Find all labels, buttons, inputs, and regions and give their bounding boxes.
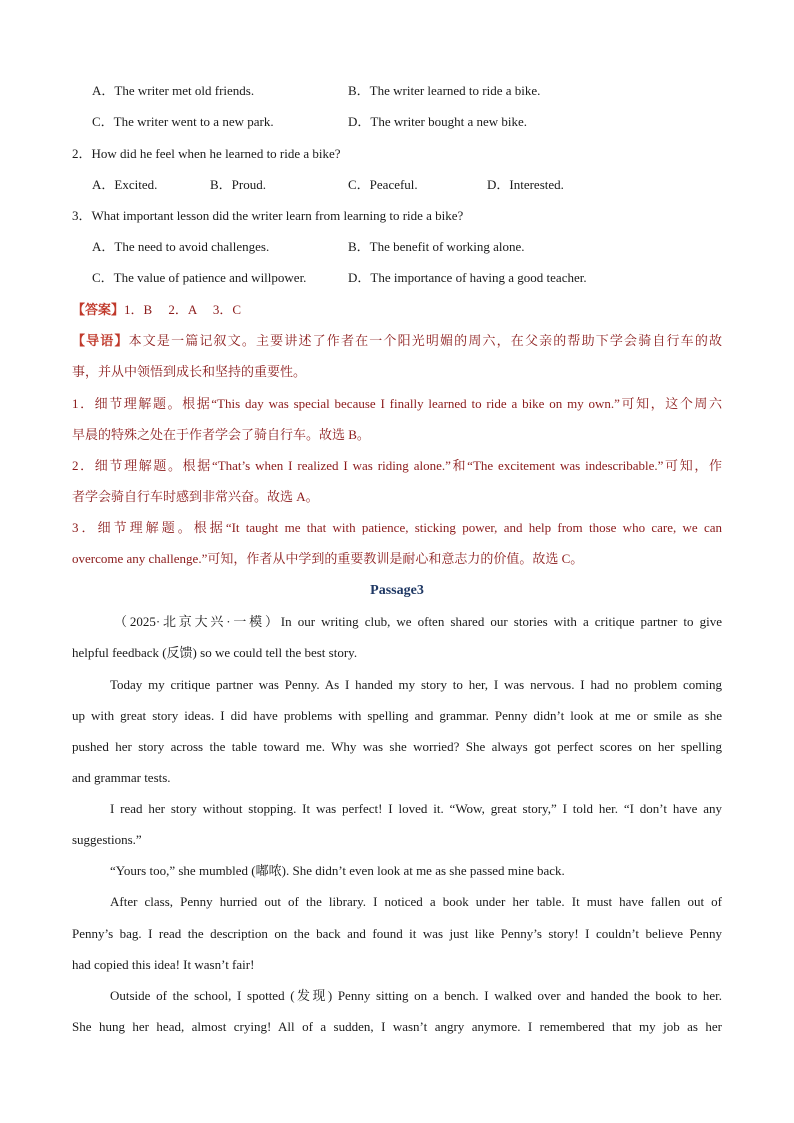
guide-line-2: 事，并从中领悟到成长和坚持的重要性。 [72, 364, 307, 379]
passage-p1-line-2: helpful feedback (反馈) so we could tell the best story. [72, 645, 358, 660]
q1-option-b: B．The writer learned to ride a bike. [348, 83, 541, 98]
passage-p2-line-1: Today my critique partner was Penny. As I handed my story to her, I was nervous. I had no problem coming [110, 677, 722, 692]
explanation-2-line-2: 者学会骑自行车时感到非常兴奋。故选 A。 [72, 489, 319, 504]
passage-p4-line-1: “Yours too,” she mumbled (嘟哝). She didn’t even look at me as she passed mine back. [110, 863, 565, 878]
q3-option-d: D．The importance of having a good teacher. [348, 270, 587, 285]
explanation-1-line-2: 早晨的特殊之处在于作者学会了骑自行车。故选 B。 [72, 427, 370, 442]
q3-option-a: A．The need to avoid challenges. [92, 239, 270, 254]
guide-label: 【导语】 [72, 333, 129, 348]
passage-p3-line-2: suggestions.” [72, 832, 142, 847]
passage-p2-line-2: up with great story ideas. I did have problems with spelling and grammar. Penny didn’t look at me or smile as she [72, 708, 722, 723]
guide-text-1: 本文是一篇记叙文。主要讲述了作者在一个阳光明媚的周六，在父亲的帮助下学会骑自行车的故 [128, 333, 722, 348]
passage-p2-line-4: and grammar tests. [72, 770, 171, 785]
explanation-1-line-1: 1．细节理解题。根据“This day was special because I finally learned to ride a bike on my own.”可知，这个周六 [72, 396, 722, 411]
passage-p6-line-1: Outside of the school, I spotted (发现) Penny sitting on a bench. I walked over and handed the book to her. [110, 988, 722, 1003]
answer-text: 1．B 2．A 3．C [124, 302, 242, 317]
passage-p5-line-1: After class, Penny hurried out of the library. I noticed a book under her table. It must have fallen out of [110, 894, 722, 909]
passage-title: Passage3 [370, 583, 424, 598]
guide-line-1 [72, 332, 722, 350]
q3-option-c: C．The value of patience and willpower. [92, 270, 307, 285]
answer-label: 【答案】 [72, 302, 125, 317]
passage-p3-line-1: I read her story without stopping. It was perfect! I loved it. “Wow, great story,” I told her. “I don’t have any [110, 801, 722, 816]
answer-line [72, 301, 241, 319]
q3-option-b: B．The benefit of working alone. [348, 239, 525, 254]
q3-stem: 3．What important lesson did the writer learn from learning to ride a bike? [72, 208, 464, 223]
q1-option-c: C．The writer went to a new park. [92, 114, 274, 129]
q2-stem: 2．How did he feel when he learned to ride a bike? [72, 146, 341, 161]
q1-option-d: D．The writer bought a new bike. [348, 114, 528, 129]
q2-option-c: C．Peaceful. [348, 177, 418, 192]
explanation-3-line-2: overcome any challenge.”可知，作者从中学到的重要教训是耐心和意志力的价值。故选 C。 [72, 551, 584, 566]
explanation-2-line-1: 2．细节理解题。根据“That’s when I realized I was riding alone.”和“The excitement was indescribable.”可知，作 [72, 458, 722, 473]
passage-p5-line-3: had copied this idea! It wasn’t fair! [72, 957, 255, 972]
q2-option-b: B．Proud. [210, 177, 266, 192]
q2-option-d: D．Interested. [487, 177, 564, 192]
passage-p2-line-3: pushed her story across the table toward me. Why was she worried? She always got perfect scores on her spelling [72, 739, 722, 754]
q1-option-a: A．The writer met old friends. [92, 83, 255, 98]
passage-p5-line-2: Penny’s bag. I read the description on the back and found it was just like Penny’s story! I couldn’t believe Penny [72, 926, 722, 941]
explanation-3-line-1: 3．细节理解题。根据“It taught me that with patience, sticking power, and help from those who care, we can [72, 520, 722, 535]
passage-p1-line-1: （2025·北京大兴·一模）In our writing club, we often shared our stories with a critique partner to give [114, 614, 722, 629]
passage-p6-line-2: She hung her head, almost crying! All of a sudden, I wasn’t angry anymore. I remembered that my job as her [72, 1019, 722, 1034]
q2-option-a: A．Excited. [92, 177, 158, 192]
